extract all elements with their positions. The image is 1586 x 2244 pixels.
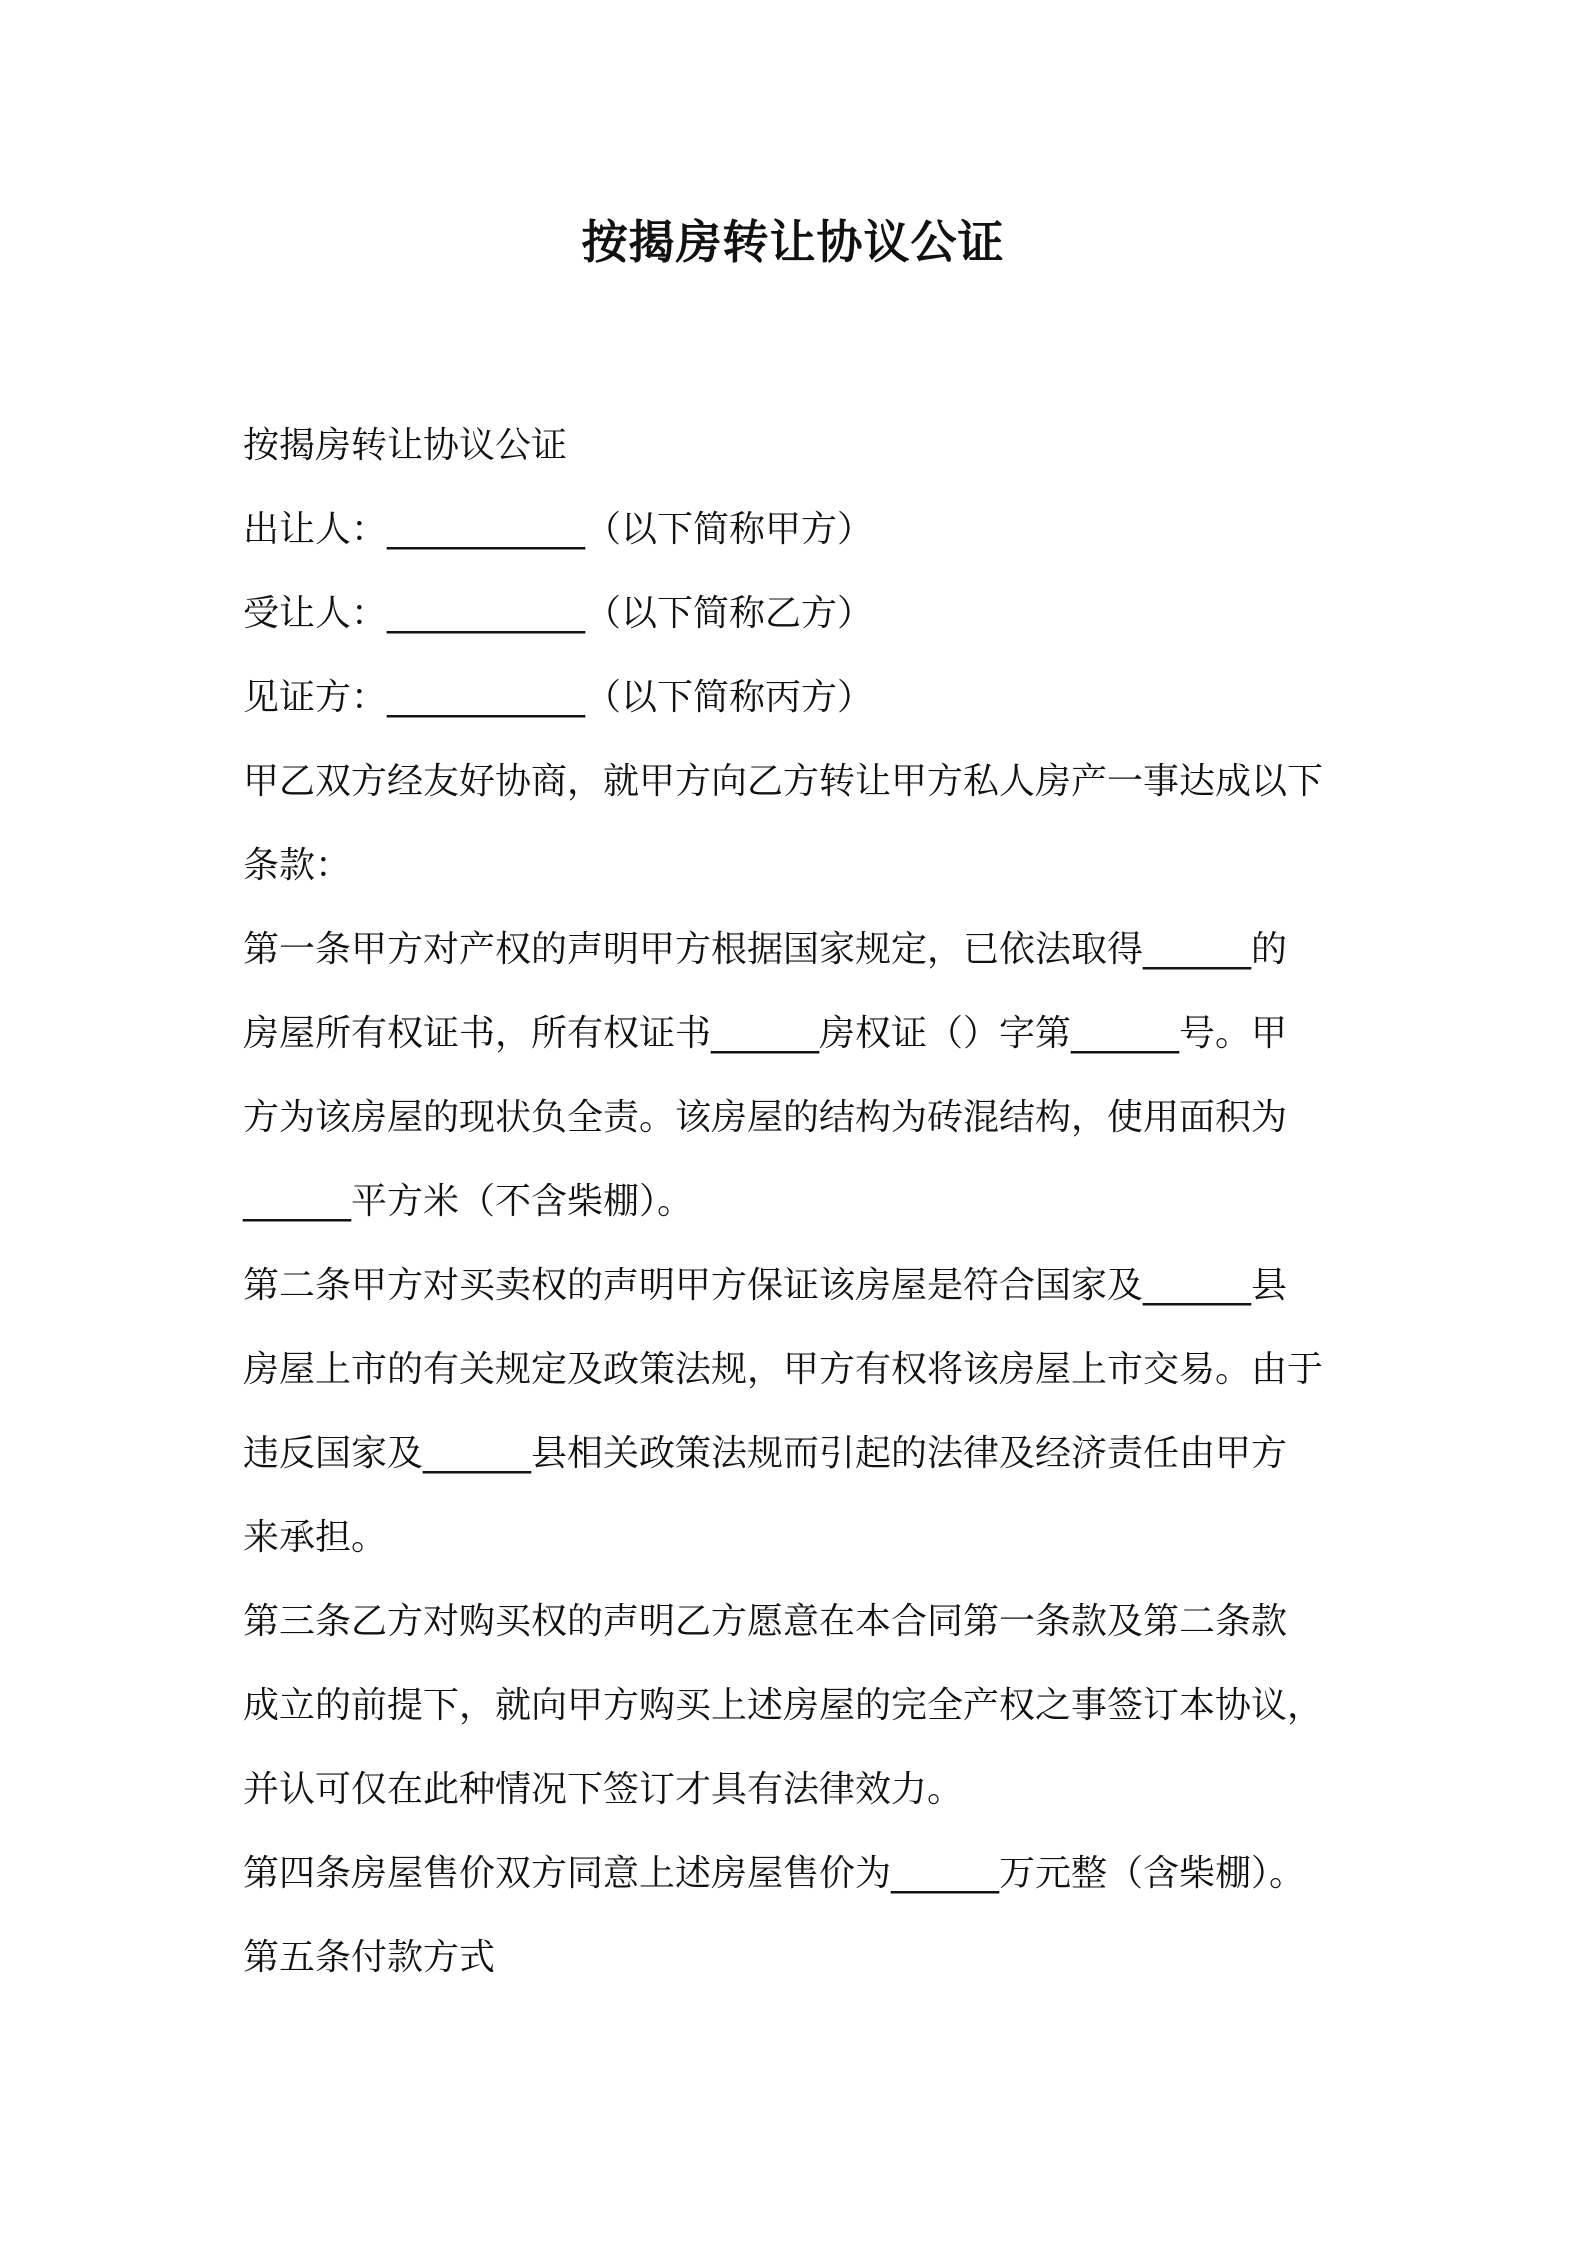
article-1-line: 第一条甲方对产权的声明甲方根据国家规定，已依法取得______的 xyxy=(243,929,1288,970)
preamble-line: 条款： xyxy=(243,845,352,886)
article-2-line: 违反国家及______县相关政策法规而引起的法律及经济责任由甲方 xyxy=(243,1433,1288,1474)
article-5-line: 第五条付款方式 xyxy=(243,1937,496,1978)
article-4-line: 第四条房屋售价双方同意上述房屋售价为______万元整（含柴棚）。 xyxy=(243,1853,1306,1894)
article-2-line: 来承担。 xyxy=(243,1517,388,1558)
document-title: 按揭房转让协议公证 xyxy=(581,215,1005,269)
witness-line: 见证方：___________（以下简称丙方） xyxy=(243,677,874,718)
article-3-line: 并认可仅在此种情况下签订才具有法律效力。 xyxy=(243,1769,964,1810)
article-2-line: 第二条甲方对买卖权的声明甲方保证该房屋是符合国家及______县 xyxy=(243,1265,1288,1306)
preamble-line: 甲乙双方经友好协商，就甲方向乙方转让甲方私人房产一事达成以下 xyxy=(243,761,1324,802)
article-3-line: 成立的前提下，就向甲方购买上述房屋的完全产权之事签订本协议， xyxy=(243,1685,1324,1726)
article-1-line: 房屋所有权证书，所有权证书______房权证（）字第______号。甲 xyxy=(243,1013,1288,1054)
document-body xyxy=(243,404,1358,2000)
article-1-line: 方为该房屋的现状负全责。该房屋的结构为砖混结构，使用面积为 xyxy=(243,1097,1288,1138)
article-1-line: ______平方米（不含柴棚）。 xyxy=(243,1181,694,1222)
article-2-line: 房屋上市的有关规定及政策法规，甲方有权将该房屋上市交易。由于 xyxy=(243,1349,1324,1390)
transferee-line: 受让人：___________（以下简称乙方） xyxy=(243,593,874,634)
article-3-line: 第三条乙方对购买权的声明乙方愿意在本合同第一条款及第二条款 xyxy=(243,1601,1288,1642)
transferor-line: 出让人：___________（以下简称甲方） xyxy=(243,509,874,550)
subtitle-line: 按揭房转让协议公证 xyxy=(243,425,568,466)
